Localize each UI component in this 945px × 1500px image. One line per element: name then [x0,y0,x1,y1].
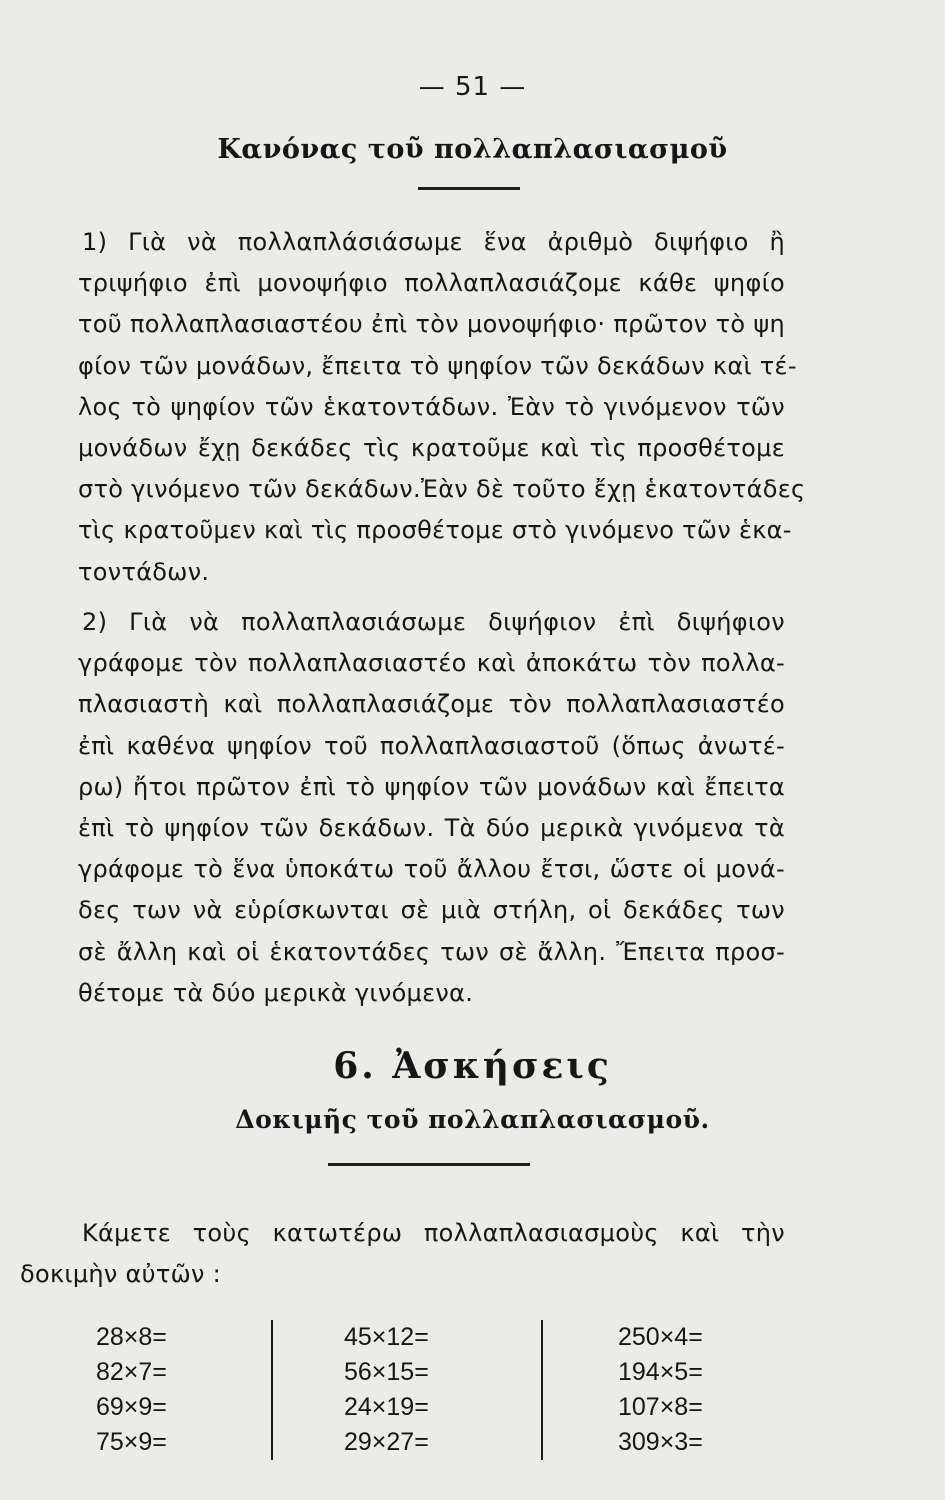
paragraph-line: ρω) ἤτοι πρῶτον ἐπὶ τὸ ψηφίον τῶν μονάδων καὶ ἔπειτα [78,772,785,801]
paragraph-line: γράφομε τὸν πολλαπλασιαστέο καὶ ἀποκάτω τὸν πολλα- [78,649,785,678]
paragraph-line: δες των νὰ εὑρίσκωνται σὲ μιὰ στήλη, οἱ δεκάδες των [78,896,785,925]
column-divider [541,1320,543,1460]
section-subtitle: Δοκιμῆς τοῦ πολλαπλασιασμοῦ. [235,1105,710,1134]
title-divider [418,187,520,190]
instruction-line: Κάμετε τοὺς κατωτέρω πολλαπλασιασμοὺς καὶ τὴν [82,1219,785,1247]
paragraph-line: ἐπὶ τὸ ψηφίον τῶν δεκάδων. Τὰ δύο μερικὰ γινόμενα τὰ [78,813,785,842]
paragraph-line: τοῦ πολλαπλασιαστέου ἐπὶ τὸν μονοψήφιο· πρῶτον τὸ ψη [78,310,785,339]
paragraph-line: λος τὸ ψηφίον τῶν ἑκατοντάδων. Ἐὰν τὸ γινόμενον τῶν [78,392,785,421]
exercise-item: 28×8= [96,1323,167,1351]
exercise-item: 45×12= [344,1323,429,1351]
column-divider [271,1320,273,1460]
exercise-item: 24×19= [344,1393,429,1421]
paragraph-line: πλασιαστὴ καὶ πολλαπλασιάζομε τὸν πολλαπλασιαστέο [78,690,785,719]
exercise-column [344,1320,544,1460]
instruction-line: δοκιμὴν αὐτῶν : [20,1260,222,1289]
exercise-item: 309×3= [618,1428,703,1456]
section-title: 6. Ἀσκήσεις [333,1045,612,1087]
rule-title: Κανόνας τοῦ πολλαπλασιασμοῦ [217,134,728,165]
exercise-column [96,1320,296,1460]
section-divider [328,1163,530,1166]
paragraph-line: θέτομε τὰ δύο μερικὰ γινόμενα. [78,978,474,1007]
exercise-item: 82×7= [96,1358,167,1386]
exercise-item: 107×8= [618,1393,703,1421]
exercise-item: 29×27= [344,1428,429,1456]
exercise-item: 194×5= [618,1358,703,1386]
paragraph-line: 2) Γιὰ νὰ πολλαπλασιάσωμε διψήφιον ἐπὶ διψήφιον [82,608,785,636]
paragraph-line: τριψήφιο ἐπὶ μονοψήφιο πολλαπλασιάζομε κάθε ψηφίο [78,269,785,298]
paragraph-line: μονάδων ἔχῃ δεκάδες τὶς κρατοῦμε καὶ τὶς προσθέτομε [78,433,785,462]
paragraph-1 [78,222,806,593]
paragraph-line: 1) Γιὰ νὰ πολλαπλάσιάσωμε ἕνα ἀριθμὸ διψήφιο ἢ [82,228,785,256]
paragraph-line: σὲ ἄλλη καὶ οἱ ἑκατοντάδες των σὲ ἄλλη. Ἔπειτα προσ- [78,937,785,966]
exercise-item: 75×9= [96,1428,167,1456]
page-number: — 51 — [418,72,527,102]
paragraph-line: στὸ γινόμενο τῶν δεκάδων.Ἐὰν δὲ τοῦτο ἔχῃ ἑκατοντάδες [78,475,806,504]
exercise-column [618,1320,818,1460]
paragraph-2 [78,602,785,1014]
instructions [20,1213,785,1295]
exercise-item: 56×15= [344,1358,429,1386]
exercise-item: 250×4= [618,1323,703,1351]
paragraph-line: τὶς κρατοῦμεν καὶ τὶς προσθέτομε στὸ γινόμενο τῶν ἑκα- [78,516,792,545]
exercise-table [78,1320,785,1460]
paragraph-line: τοντάδων. [78,557,210,586]
paragraph-line: ἐπὶ καθένα ψηφίον τοῦ πολλαπλασιαστοῦ (ὅπως ἀνωτέ- [78,731,785,760]
exercise-item: 69×9= [96,1393,167,1421]
paragraph-line: φίον τῶν μονάδων, ἔπειτα τὸ ψηφίον τῶν δεκάδων καὶ τέ- [78,351,797,380]
paragraph-line: γράφομε τὸ ἕνα ὑποκάτω τοῦ ἄλλου ἔτσι, ὥστε οἱ μονά- [78,855,785,884]
